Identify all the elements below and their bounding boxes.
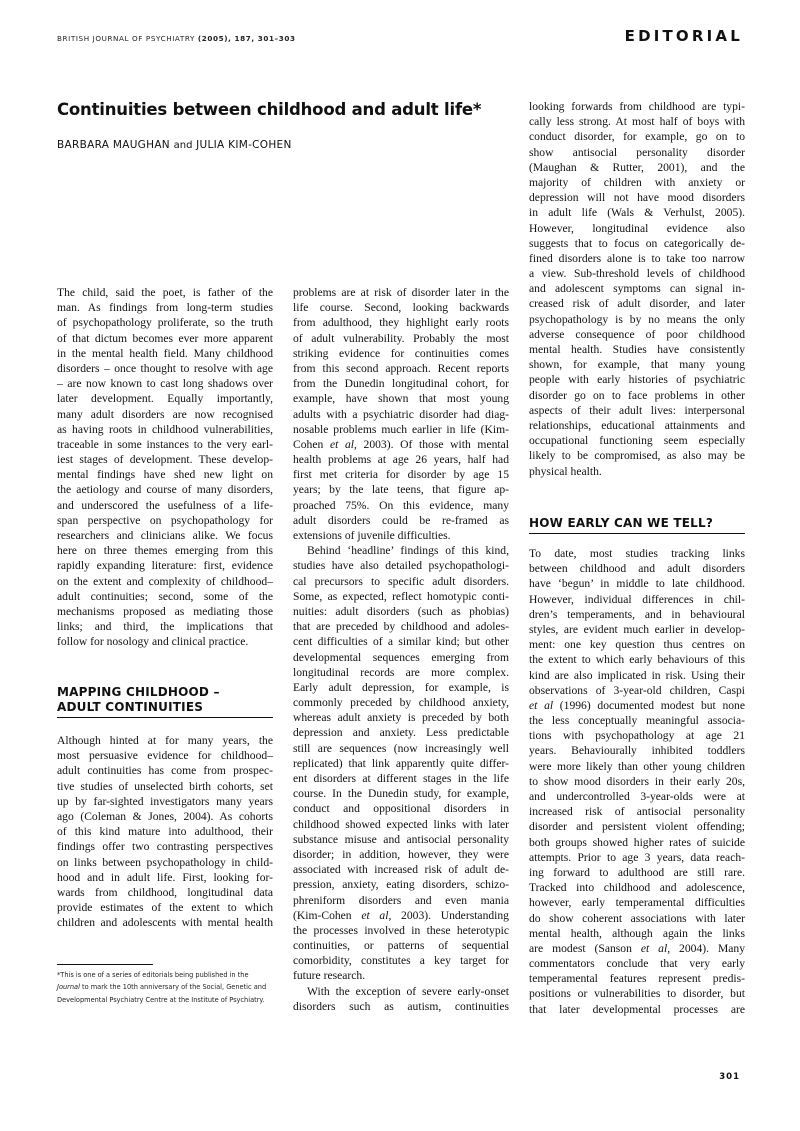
text-line: likely to be compromised, as also may be [529, 449, 745, 463]
text-line: still are sequences (now increasingly well [293, 741, 509, 755]
text-line: longitudinal records are more complex. [293, 665, 509, 679]
text-line: from the Dunedin longitudinal cohort, for [293, 377, 509, 391]
text-line: To date, most studies tracking links [529, 547, 745, 560]
text-line: that later developmental processes are [529, 1002, 745, 1016]
text-line: first met criteria for disorder by age 15 [293, 468, 509, 482]
text-line: creased risk of adult disorder, and later [529, 297, 745, 311]
text-line: do show coherent associations with later [529, 911, 745, 925]
text-line: mental health. Studies have consistently [529, 343, 745, 356]
section-heading-mapping [57, 685, 273, 718]
text-line: cent difficulties of a similar kind; but other [293, 635, 509, 649]
text-line: hood and in adult life. First, looking for- [57, 870, 273, 884]
text-line: health problems at age 26 years, half had [293, 453, 509, 467]
text-line: attempts. Prior to age 3 years, data reach- [529, 850, 745, 864]
text-line: continuities, or patterns of sequential [293, 939, 509, 953]
text-line: majority of children with anxiety or [529, 175, 745, 189]
text-line: people with early histories of psychiatric [529, 373, 745, 387]
text-line: ing forward to adulthood are still rare. [529, 865, 745, 879]
text-line: However, individual differences in chil- [529, 592, 745, 606]
text-line: most persuasive evidence for childhood– [57, 749, 273, 763]
page-number: 301 [719, 1072, 740, 1082]
text-line: pression, anxiety, eating disorders, schizo- [293, 878, 509, 892]
text-line: adults with a psychiatric disorder had diag- [293, 407, 509, 421]
text-line: Behind ‘headline’ findings of this kind, [307, 544, 509, 558]
text-line: aspects of their adult lives: interpersonal [529, 403, 745, 417]
text-line: mental health, although again the links [529, 926, 745, 940]
text-line: striking evidence for continuities comes [293, 346, 509, 360]
text-line: commonly preceded by childhood anxiety, [293, 696, 509, 710]
text-line: observations of 3-year-old children, Caspi [529, 683, 745, 697]
text-line: the extent to which early behaviours of this [529, 653, 745, 667]
text-line: replicated) that link apparently quite differ- [293, 756, 509, 770]
text-line: disorder; in addition, however, they were [293, 847, 509, 861]
text-line: and undercontrolled 3-year-olds were at [529, 790, 745, 803]
text-line: years; by the late teens, that figure ap- [293, 483, 509, 497]
author-joiner: and [173, 140, 193, 151]
footnote-rule [57, 964, 153, 965]
text-line: to show mood disorders in their early 20s, [529, 774, 745, 788]
text-line: associated with increased risk of adult de- [293, 863, 509, 877]
text-line: adverse consequence of poor childhood [529, 327, 745, 341]
text-line: looking forwards from childhood are typi- [529, 100, 745, 113]
text-line: of this kind mature into adulthood, their [57, 825, 273, 839]
text-line: a view. Sub-threshold levels of childhood [529, 267, 745, 281]
text-line: nosable problems much earlier in life (Kim- [293, 422, 509, 436]
text-line: depression will not have mood disorders [529, 191, 745, 205]
text-line: styles, are evident much earlier in develop- [529, 622, 745, 636]
text-line: The child, said the poet, is father of the [57, 286, 273, 299]
text-line: and underscored the usefulness of a life- [57, 498, 273, 512]
text-line: adult disorders could be re-framed as [293, 513, 509, 527]
text-line: relationships, educational attainments and [529, 418, 745, 432]
footnote-text-after: to mark the 10th anniversary of the Social, Genetic and Developmental Psychiatry Centre at the Institute of Psychiatry. [57, 983, 267, 1004]
text-line: mechanisms proposed as mediating those [57, 604, 273, 618]
footnote-marker: * [57, 971, 61, 979]
text-line: disorders such as autism, continuities [293, 999, 509, 1013]
text-line: of psychopathology proliferate, so the truth [57, 316, 273, 330]
text-line: proached 75%. On this evidence, many [293, 498, 509, 512]
text-line: (Kim-Cohen et al, 2003). Understanding [293, 908, 509, 922]
text-line: extensions of juvenile difficulties. [293, 529, 451, 542]
text-line: iest stages of development. These develop- [57, 453, 273, 467]
text-line: Cohen et al, 2003). Of those with mental [293, 437, 509, 451]
text-line: of that dictum becomes ever more apparent [57, 331, 273, 345]
heading-line-1: MAPPING CHILDHOOD – [57, 685, 220, 699]
text-line: ago (Coleman & Jones, 2004). As cohorts [57, 809, 273, 823]
text-line: that are preceded by childhood and adoles- [293, 620, 509, 634]
article-title: Continuities between childhood and adult life* [57, 100, 482, 119]
text-line: from this second approach. Recent reports [293, 361, 509, 375]
text-line: suggests that to focus on categorically de- [529, 236, 745, 250]
text-line: of adult vulnerability. Probably the most [293, 331, 509, 345]
text-line: fined disorders alone is to take too narrow [529, 251, 745, 265]
text-line: temperamental features represent predis- [529, 972, 745, 986]
text-line: many adult disorders are now recognised [57, 407, 273, 421]
text-line: With the exception of severe early-onset [307, 984, 509, 998]
text-line: example, have shown that most young [293, 392, 509, 406]
text-line: as having roots in childhood vulnerabilities, [57, 422, 273, 436]
text-line: show antisocial personality disorder [529, 145, 745, 159]
text-line: mental findings have shed new light on [57, 468, 273, 482]
text-line: Tracked into childhood and adolescence, [529, 881, 745, 895]
text-line: in the mental health field. Many childhood [57, 346, 273, 360]
text-line: disorder go on to face problems in other [529, 388, 745, 402]
text-line: whereas adult anxiety is preceded by both [293, 711, 509, 725]
text-line: however, early temperamental difficulties [529, 896, 745, 910]
text-line: – are now known to cast long shadows over [57, 377, 273, 391]
text-line: However, longitudinal evidence also [529, 221, 745, 235]
text-line: Although hinted at for many years, the [57, 734, 273, 747]
text-line: both groups showed higher rates of suicide [529, 835, 745, 849]
footnote [57, 969, 273, 1006]
text-line: children and adolescents with mental health [57, 916, 273, 930]
text-line: ment: one key question thus centres on [529, 638, 745, 652]
text-line: span perspective on psychopathology for [57, 513, 273, 527]
column-1-intro [57, 285, 273, 650]
text-line: up by far-sighted investigators many years [57, 794, 273, 808]
text-line: ent disorders at different stages in the life [293, 772, 509, 785]
running-header [57, 34, 296, 43]
text-line: the less conceptually meaningful associa- [529, 714, 745, 728]
text-line: depression and anxiety. Less predictable [293, 726, 509, 740]
text-line: later development. Equally importantly, [57, 392, 273, 406]
text-line: course. In the Dunedin study, for example, [293, 787, 509, 801]
text-line: adult continuities has come from prospec- [57, 764, 273, 778]
text-line: conduct disorder, for example, go on to [529, 130, 745, 144]
text-line: psychopathology is by no means the only [529, 312, 745, 326]
text-line: developmental sequences emerging from [293, 650, 509, 664]
text-line: provide estimates of the extent to which [57, 901, 273, 915]
author-2: JULIA KIM-COHEN [196, 139, 292, 151]
text-line: follow for nosology and clinical practice. [57, 635, 249, 649]
text-line: problems are at risk of disorder later in the [293, 286, 509, 299]
text-line: future research. [293, 969, 366, 983]
column-3-section [529, 546, 745, 1017]
text-line: in adult life (Wals & Verhulst, 2005). [529, 206, 745, 220]
text-line: the aetiology and course of many disorders, [57, 483, 273, 497]
text-line: disorder and persistent violent offending; [529, 820, 745, 834]
text-line: between childhood and adult disorders [529, 562, 745, 576]
text-line: here on three themes emerging from this [57, 544, 273, 558]
text-line: the processes involved in these heterotypic [293, 923, 509, 937]
text-line: tive studies of unselected birth cohorts, set [57, 779, 273, 793]
text-line: years. Behaviourally inhibited toddlers [529, 744, 745, 758]
text-line: from adulthood, they highlight early roots [293, 316, 509, 330]
text-line: occupational functioning seem especially [529, 434, 745, 448]
text-line: were more likely than other young children [529, 759, 745, 773]
text-line: cally less strong. At most half of boys with [529, 115, 745, 129]
column-3-top [529, 99, 745, 479]
text-line: on the extent and complexity of childhood– [57, 574, 273, 588]
text-line: increased risk of antisocial personality [529, 805, 745, 819]
text-line: comorbidity, constitutes a key target for [293, 954, 509, 968]
text-line: researchers and clinicians alike. We focus [57, 529, 273, 542]
text-line: et al (1996) documented modest but none [529, 698, 745, 712]
text-line: shown, for example, that many young [529, 358, 745, 372]
text-line: commentators conclude that very early [529, 957, 745, 971]
text-line: rapidly expanding literature: first, evidence [57, 559, 273, 573]
text-line: have ‘begun’ in middle to late childhood. [529, 577, 745, 591]
text-line: wards from childhood, longitudinal data [57, 885, 273, 899]
text-line: and adolescent symptoms can signal in- [529, 282, 745, 296]
text-line: cal precursors to specific adult disorders. [293, 574, 509, 588]
footnote-journal: Journal [57, 983, 80, 992]
text-line: (Maughan & Rutter, 2001), and the [529, 160, 745, 174]
text-line: physical health. [529, 464, 602, 478]
author-1: BARBARA MAUGHAN [57, 139, 170, 151]
journal-citation: (2005), 187, 301–303 [197, 34, 296, 43]
text-line: tions with psychopathology at age 21 [529, 729, 745, 743]
text-line: conduct and oppositional disorders in [293, 802, 509, 816]
text-line: are modest (Sanson et al, 2004). Many [529, 941, 745, 955]
text-line: positions or vulnerabilities to disorder, but [529, 987, 745, 1001]
journal-name: BRITISH JOURNAL OF PSYCHIATRY [57, 34, 196, 43]
text-line: on links between psychopathology in child- [57, 855, 273, 869]
heading-line-2: ADULT CONTINUITIES [57, 700, 204, 714]
text-line: Early adult depression, for example, is [293, 680, 509, 694]
footnote-text-before: This is one of a series of editorials being published in the [60, 971, 249, 979]
text-line: kind are also implicated in risk. Using their [529, 668, 745, 682]
text-line: childhood showed expected links with later [293, 817, 509, 831]
text-line: man. As findings from long-term studies [57, 301, 273, 315]
author-byline [57, 139, 292, 151]
text-line: findings offer two contrasting perspectives [57, 840, 273, 854]
text-line: studies have also detailed psychopathologi- [293, 559, 509, 573]
text-line: links; and third, the implications that [57, 620, 273, 634]
text-line: traceable in some instances to the very earl- [57, 437, 273, 451]
text-line: life course. Second, looking backwards [293, 301, 509, 315]
column-1-section [57, 733, 273, 930]
text-line: adult continuities; second, some of the [57, 589, 273, 603]
text-line: dren’s temperaments, and in behavioural [529, 607, 745, 621]
text-line: nuities: adult disorders (such as phobias) [293, 604, 509, 618]
text-line: phreniform disorders and even mania [293, 893, 509, 907]
text-line: disorders – once thought to resolve with age [57, 361, 273, 375]
column-2 [293, 285, 509, 1014]
section-heading-how-early: HOW EARLY CAN WE TELL? [529, 516, 745, 534]
text-line: substance misuse and antisocial personality [293, 832, 509, 846]
section-label: EDITORIAL [624, 27, 743, 45]
text-line: Some, as expected, reflect homotypic conti- [293, 589, 509, 603]
